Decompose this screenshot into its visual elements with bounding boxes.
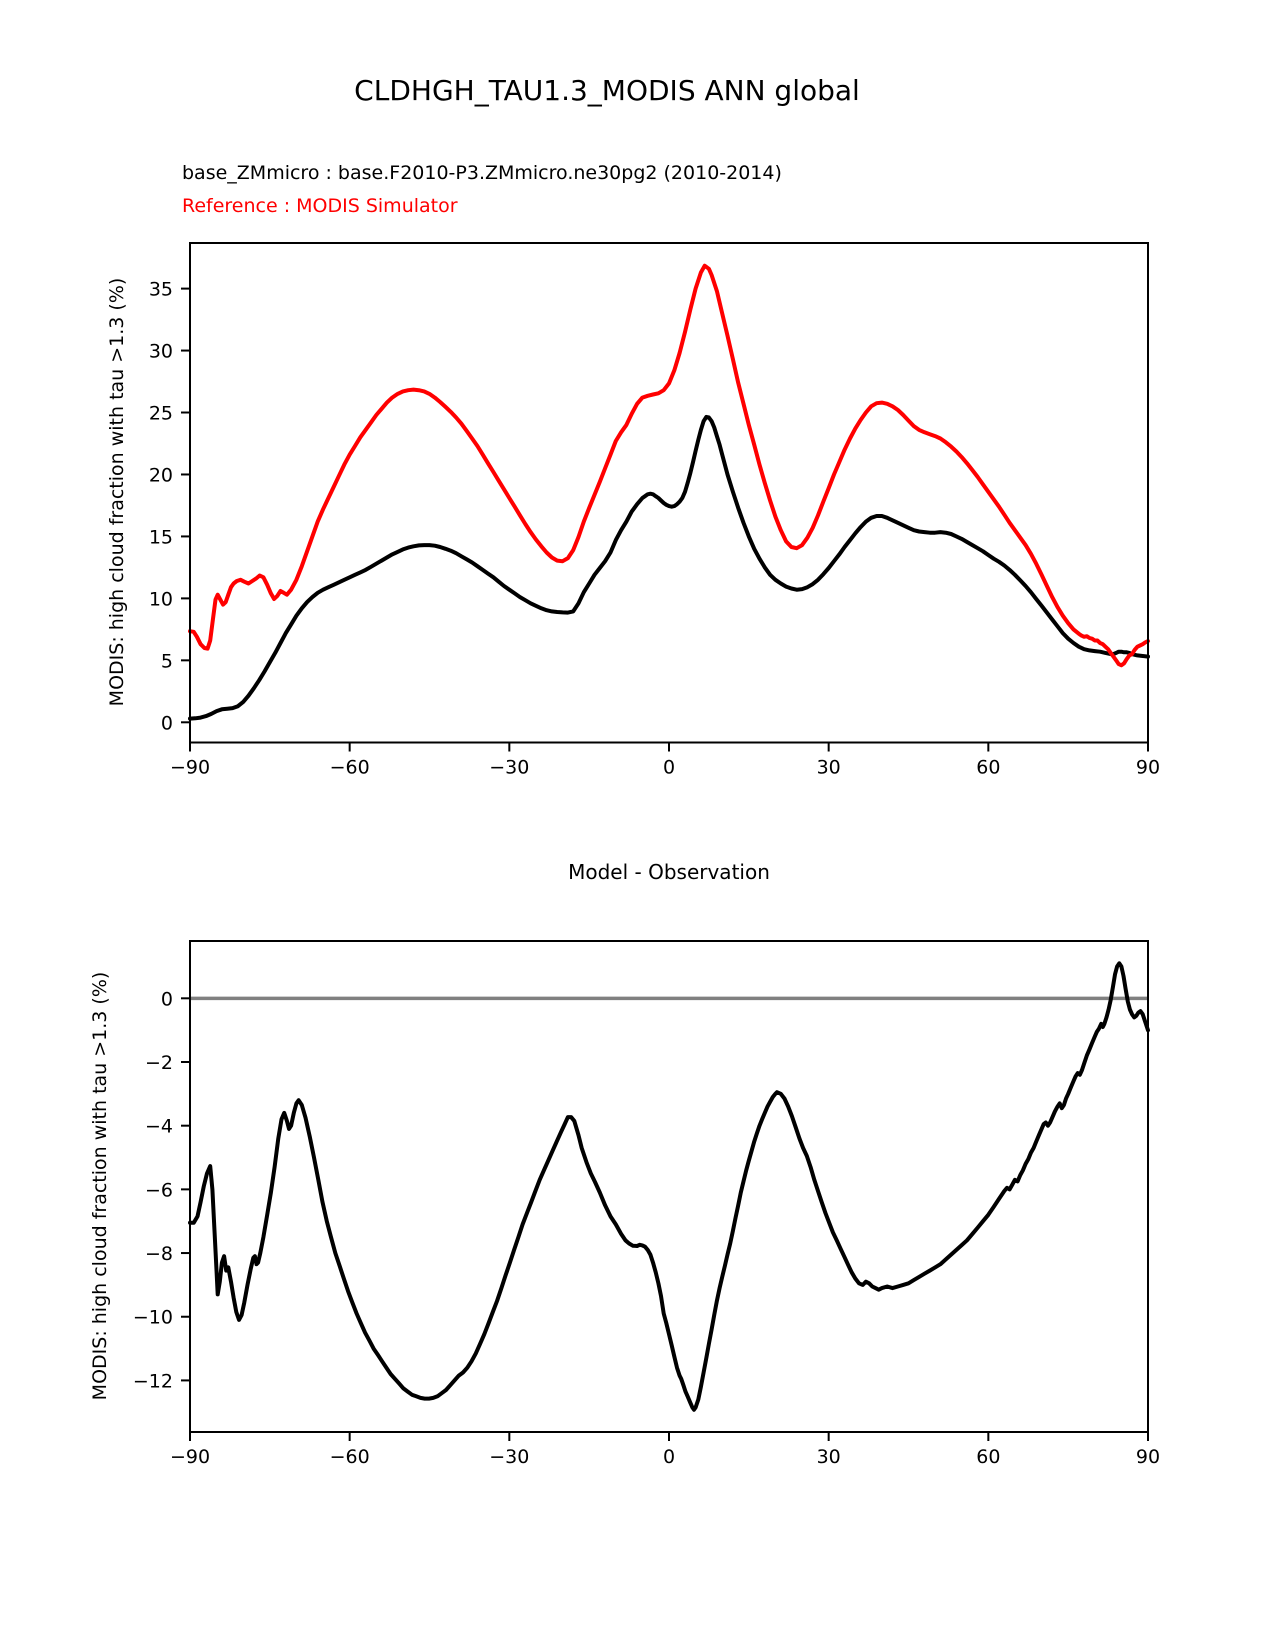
- y-tick-label: 35: [148, 278, 173, 301]
- x-tick-label: −90: [169, 1446, 211, 1468]
- x-tick-label: 30: [816, 756, 841, 779]
- x-tick-label: −90: [169, 756, 211, 779]
- y-tick-label: 0: [160, 712, 173, 735]
- page-title: CLDHGH_TAU1.3_MODIS ANN global: [354, 74, 860, 107]
- bottom-chart-y-axis-label: MODIS: high cloud fraction with tau >1.3 (%): [89, 971, 111, 1401]
- y-tick-label: −4: [144, 1115, 173, 1138]
- y-tick-label: −2: [144, 1051, 173, 1074]
- y-tick-label: 0: [160, 988, 173, 1011]
- y-tick-label: −10: [132, 1306, 173, 1329]
- reference-line: [190, 266, 1148, 666]
- y-tick-label: 5: [160, 650, 173, 673]
- y-tick-label: −12: [132, 1370, 173, 1393]
- top-chart-frame: [190, 243, 1148, 743]
- legend-model-label: base_ZMmicro : base.F2010-P3.ZMmicro.ne30pg2 (2010-2014): [182, 162, 782, 184]
- legend-reference-label: Reference : MODIS Simulator: [182, 195, 458, 217]
- model-line: [190, 417, 1148, 719]
- y-tick-label: 10: [148, 588, 173, 611]
- y-tick-label: 15: [148, 526, 173, 549]
- top-chart-y-axis-label: MODIS: high cloud fraction with tau >1.3 (%): [106, 277, 128, 707]
- x-tick-label: −30: [489, 1446, 530, 1468]
- bottom-chart-frame: [190, 941, 1148, 1432]
- x-tick-label: −30: [489, 756, 530, 779]
- x-tick-label: −60: [329, 1446, 370, 1468]
- y-tick-label: −6: [144, 1179, 173, 1202]
- x-tick-label: 30: [816, 1446, 841, 1468]
- y-tick-label: 30: [148, 340, 173, 363]
- x-tick-label: 60: [976, 1446, 1001, 1468]
- y-tick-label: 25: [148, 402, 173, 425]
- y-tick-label: −8: [144, 1243, 173, 1266]
- bottom-chart-title: Model - Observation: [568, 860, 770, 884]
- y-tick-label: 20: [148, 464, 173, 487]
- difference-line: [190, 963, 1148, 1409]
- x-tick-label: 90: [1135, 1446, 1161, 1468]
- x-tick-label: 60: [976, 756, 1001, 779]
- x-tick-label: 0: [662, 756, 676, 779]
- x-tick-label: 90: [1135, 756, 1161, 779]
- x-tick-label: −60: [329, 756, 370, 779]
- x-tick-label: 0: [662, 1446, 676, 1468]
